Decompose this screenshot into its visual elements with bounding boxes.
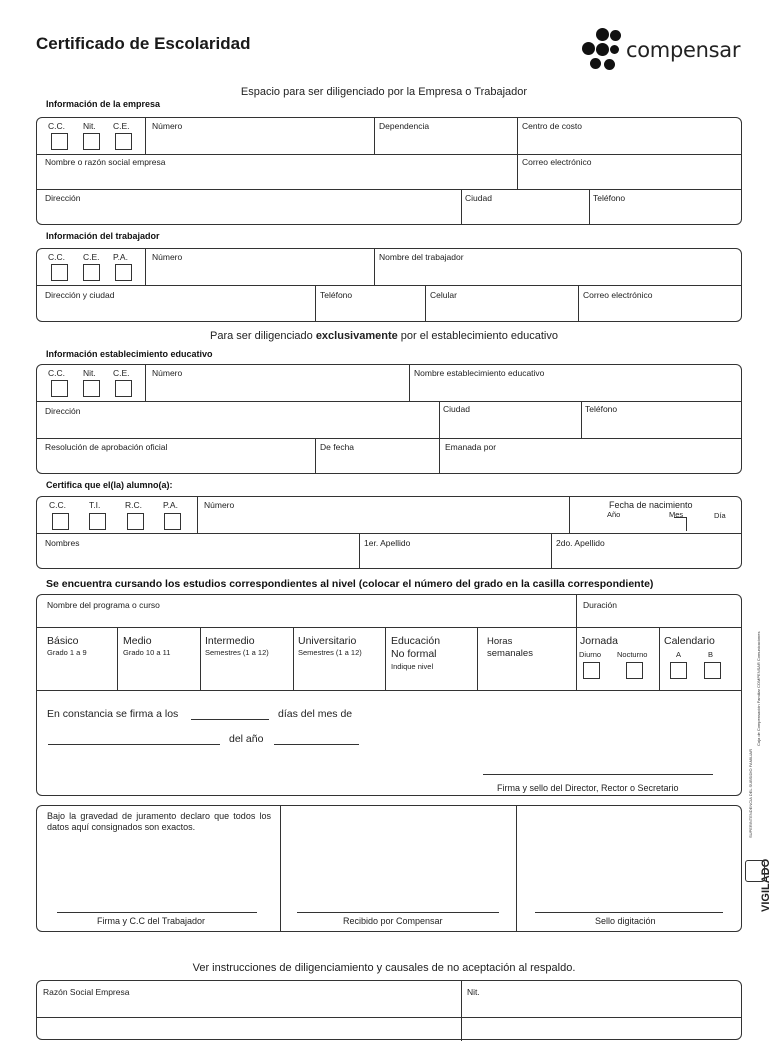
label-dias-mes: días del mes de xyxy=(278,708,353,720)
input-anio[interactable] xyxy=(274,744,359,745)
label-semanales: semanales xyxy=(487,648,533,659)
field-nombre-establecimiento[interactable]: Nombre establecimiento educativo xyxy=(414,368,545,378)
label-calendario: Calendario xyxy=(664,635,715,647)
trabajador-box xyxy=(36,248,742,322)
label-intermedio: Intermedio xyxy=(205,635,255,647)
label-pa: P.A. xyxy=(113,252,128,262)
checkbox-ce[interactable] xyxy=(83,264,100,281)
section-empresa: Información de la empresa xyxy=(46,99,161,109)
checkbox-cc[interactable] xyxy=(51,380,68,397)
label-calendario-b: B xyxy=(708,650,714,659)
label-fecha-nacimiento: Fecha de nacimiento xyxy=(609,500,693,510)
empresa-box xyxy=(36,117,742,225)
label-nocturno: Nocturno xyxy=(617,650,648,659)
checkbox-ce[interactable] xyxy=(115,133,132,150)
recibido-line[interactable] xyxy=(297,912,499,913)
checkbox-nocturno[interactable] xyxy=(626,662,643,679)
field-duracion[interactable]: Duración xyxy=(583,600,618,610)
field-correo-empresa[interactable]: Correo electrónico xyxy=(522,157,592,167)
label-horas: Horas xyxy=(487,636,513,647)
field-direccion-trabajador[interactable]: Dirección y ciudad xyxy=(45,290,115,300)
field-dependencia[interactable]: Dependencia xyxy=(379,121,430,131)
label-constancia: En constancia se firma a los xyxy=(47,708,179,720)
field-numero[interactable]: Número xyxy=(152,252,183,262)
label-pa: P.A. xyxy=(163,500,178,510)
label-calendario-a: A xyxy=(676,650,682,659)
label-no-formal: No formal xyxy=(391,648,437,660)
label-universitario: Universitario xyxy=(298,635,357,647)
checkbox-diurno[interactable] xyxy=(583,662,600,679)
checkbox-ce[interactable] xyxy=(115,380,132,397)
field-numero[interactable]: Número xyxy=(152,121,183,131)
field-nit[interactable]: Nit. xyxy=(467,987,480,997)
vigilado-icon xyxy=(745,860,765,882)
label-recibido: Recibido por Compensar xyxy=(343,916,443,926)
field-ciudad-establecimiento[interactable]: Ciudad xyxy=(443,404,470,414)
label-medio-sub: Grado 10 a 11 xyxy=(123,648,171,657)
checkbox-nit[interactable] xyxy=(83,380,100,397)
label-del-anio: del año xyxy=(229,733,264,745)
alumno-box xyxy=(36,496,742,569)
field-telefono-empresa[interactable]: Teléfono xyxy=(593,193,626,203)
field-numero[interactable]: Número xyxy=(204,500,235,510)
label-indique-nivel: Indique nivel xyxy=(391,662,434,671)
label-basico-sub: Grado 1 a 9 xyxy=(47,648,87,657)
input-mes[interactable] xyxy=(48,744,220,745)
field-celular-trabajador[interactable]: Celular xyxy=(430,290,457,300)
label-ce: C.E. xyxy=(113,121,130,131)
label-cc: C.C. xyxy=(48,121,65,131)
firma-director-line[interactable] xyxy=(483,774,713,775)
field-nombres[interactable]: Nombres xyxy=(45,538,80,548)
label-cc: C.C. xyxy=(48,252,65,262)
field-de-fecha[interactable]: De fecha xyxy=(320,442,355,452)
field-emanada-por[interactable]: Emanada por xyxy=(445,442,497,452)
juramento-text: Bajo la gravedad de juramento declaro que todos los datos aquí consignados son exactos. xyxy=(47,811,271,832)
label-ce: C.E. xyxy=(113,368,130,378)
checkbox-ti[interactable] xyxy=(89,513,106,530)
field-numero[interactable]: Número xyxy=(152,368,183,378)
juramento-box xyxy=(36,805,742,932)
empresa-note: Espacio para ser diligenciado por la Empresa o Trabajador xyxy=(240,86,528,98)
instrucciones-note: Ver instrucciones de diligenciamiento y causales de no aceptación al respaldo. xyxy=(192,962,576,974)
section-trabajador: Información del trabajador xyxy=(46,231,160,241)
label-medio: Medio xyxy=(123,635,152,647)
field-nombre-empresa[interactable]: Nombre o razón social empresa xyxy=(45,157,166,167)
label-dia: Día xyxy=(714,511,726,520)
field-telefono-establecimiento[interactable]: Teléfono xyxy=(585,404,618,414)
label-cc: C.C. xyxy=(48,368,65,378)
checkbox-pa[interactable] xyxy=(115,264,132,281)
edu-note: Para ser diligenciado exclusivamente por el establecimiento educativo xyxy=(210,330,558,342)
logo-text: compensar xyxy=(626,38,741,62)
field-ciudad-empresa[interactable]: Ciudad xyxy=(465,193,492,203)
supersub-text: SUPERINTENDENCIA DEL SUBSIDIO FAMILIAR xyxy=(748,749,753,838)
checkbox-pa[interactable] xyxy=(164,513,181,530)
field-segundo-apellido[interactable]: 2do. Apellido xyxy=(556,538,605,548)
field-correo-trabajador[interactable]: Correo electrónico xyxy=(583,290,653,300)
checkbox-calendario-b[interactable] xyxy=(704,662,721,679)
sello-line[interactable] xyxy=(535,912,723,913)
label-jornada: Jornada xyxy=(580,635,618,647)
nivel-heading: Se encuentra cursando los estudios correspondientes al nivel (colocar el número del grado en la casilla correspondiente) xyxy=(46,578,654,590)
label-mes: Mes xyxy=(669,510,684,519)
field-primer-apellido[interactable]: 1er. Apellido xyxy=(364,538,411,548)
label-sello: Sello digitación xyxy=(595,916,656,926)
checkbox-calendario-a[interactable] xyxy=(670,662,687,679)
label-basico: Básico xyxy=(47,635,79,647)
label-anio: Año xyxy=(607,510,621,519)
caja-text: Caja de Compensación Familiar COMPENSAR Comunicaciones xyxy=(756,631,761,746)
section-alumno: Certifica que el(la) alumno(a): xyxy=(46,480,173,490)
label-firma-trabajador: Firma y C.C del Trabajador xyxy=(97,916,206,926)
input-dias[interactable] xyxy=(191,719,269,720)
compensar-logo xyxy=(582,28,747,76)
label-diurno: Diurno xyxy=(579,650,602,659)
respaldo-box xyxy=(36,980,742,1040)
field-telefono-trabajador[interactable]: Teléfono xyxy=(320,290,353,300)
label-intermedio-sub: Semestres (1 a 12) xyxy=(205,648,269,657)
label-educacion: Educación xyxy=(391,635,441,647)
section-establecimiento: Información establecimiento educativo xyxy=(46,349,213,359)
firma-trabajador-line[interactable] xyxy=(57,912,257,913)
vigilado-text: VIGILADO xyxy=(760,858,772,912)
label-cc: C.C. xyxy=(49,500,66,510)
page-title: Certificado de Escolaridad xyxy=(36,34,251,53)
checkbox-cc[interactable] xyxy=(51,133,68,150)
nivel-box xyxy=(36,594,742,796)
label-ce: C.E. xyxy=(83,252,100,262)
field-programa[interactable]: Nombre del programa o curso xyxy=(47,600,160,610)
label-ti: T.I. xyxy=(89,500,101,510)
checkbox-rc[interactable] xyxy=(127,513,144,530)
establecimiento-box xyxy=(36,364,742,474)
checkbox-cc[interactable] xyxy=(52,513,69,530)
label-universitario-sub: Semestres (1 a 12) xyxy=(298,648,362,657)
label-nit: Nit. xyxy=(83,368,96,378)
field-direccion-empresa[interactable]: Dirección xyxy=(45,193,81,203)
field-direccion-establecimiento[interactable]: Dirección xyxy=(45,406,81,416)
checkbox-nit[interactable] xyxy=(83,133,100,150)
field-centro-costo[interactable]: Centro de costo xyxy=(522,121,583,131)
label-firma-director: Firma y sello del Director, Rector o Secretario xyxy=(497,783,679,793)
field-resolucion[interactable]: Resolución de aprobación oficial xyxy=(45,442,168,452)
field-razon-social[interactable]: Razón Social Empresa xyxy=(43,987,130,997)
checkbox-cc[interactable] xyxy=(51,264,68,281)
label-rc: R.C. xyxy=(125,500,142,510)
field-nombre-trabajador[interactable]: Nombre del trabajador xyxy=(379,252,464,262)
label-nit: Nit. xyxy=(83,121,96,131)
